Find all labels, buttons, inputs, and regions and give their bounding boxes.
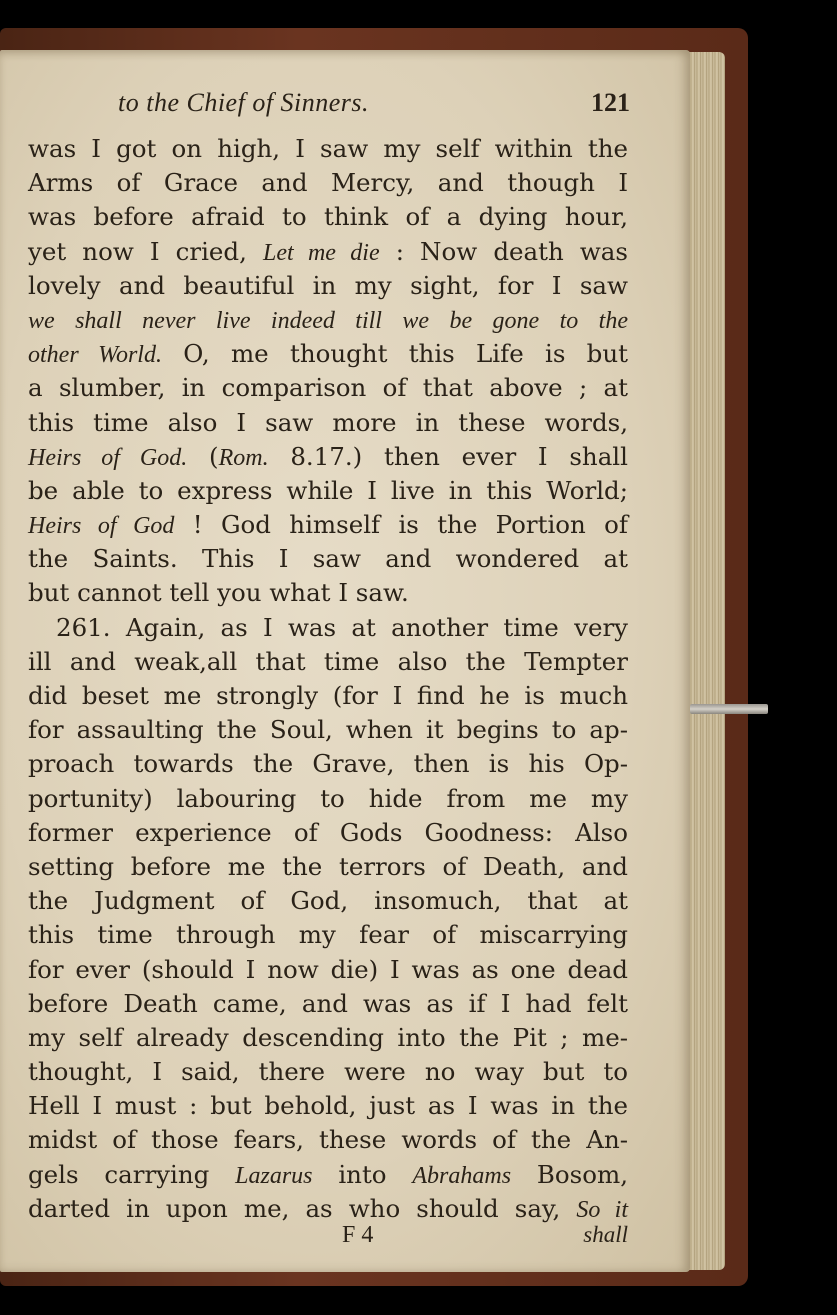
text-run: ( xyxy=(187,441,219,471)
text-run: proach towards the Grave, then is his Op- xyxy=(28,749,628,779)
text-run: into xyxy=(312,1159,413,1189)
text-run: for assaulting the Soul, when it begins to ap- xyxy=(28,715,628,745)
text-run: this time through my fear of miscarrying xyxy=(28,920,628,950)
text-line xyxy=(28,1089,628,1123)
text-run: the Judgment of God, insomuch, that at xyxy=(28,886,628,916)
text-run: gels carrying xyxy=(28,1159,236,1189)
text-run: portunity) labouring to hide from me my xyxy=(28,783,628,813)
text-line xyxy=(28,816,628,850)
text-line xyxy=(28,1021,628,1055)
text-run: before Death came, and was as if I had felt xyxy=(28,988,628,1018)
text-line xyxy=(28,406,628,440)
text-line xyxy=(28,645,628,679)
text-run: thought, I said, there were no way but to xyxy=(28,1057,628,1087)
text-line xyxy=(28,953,628,987)
text-line xyxy=(28,611,628,645)
text-line xyxy=(28,132,628,166)
text-run: 261. Again, as I was at another time very xyxy=(56,612,628,642)
text-line xyxy=(28,576,628,610)
text-run: ! God himself is the Portion of xyxy=(174,510,628,540)
text-line xyxy=(28,987,628,1021)
body-text xyxy=(28,132,628,1226)
text-line xyxy=(28,542,628,576)
text-line xyxy=(28,1158,628,1192)
text-run: : Now death was xyxy=(379,236,628,266)
text-line xyxy=(28,1123,628,1157)
text-run: ill and weak,all that time also the Tempter xyxy=(28,646,628,676)
text-run: midst of those fears, these words of the An- xyxy=(28,1125,628,1155)
text-run: Hell I must : but behold, just as I was in the xyxy=(28,1091,628,1121)
italic-run: other World. xyxy=(28,342,162,369)
running-head xyxy=(110,88,630,128)
text-run: my self already descending into the Pit ; me- xyxy=(28,1022,628,1052)
text-line xyxy=(28,747,628,781)
text-line xyxy=(28,679,628,713)
page-number: 121 xyxy=(591,88,630,117)
text-line xyxy=(28,918,628,952)
italic-run: Abrahams xyxy=(412,1162,512,1189)
text-run: was before afraid to think of a dying hour, xyxy=(28,202,628,232)
italic-run: Rom. xyxy=(218,444,269,471)
text-run: Bosom, xyxy=(511,1159,628,1189)
italic-run: Heirs of God. xyxy=(28,444,188,471)
text-line xyxy=(28,474,628,508)
text-run: 8.17.) then ever I shall xyxy=(268,441,628,471)
text-run: setting before me the terrors of Death, and xyxy=(28,851,628,881)
text-run: Arms of Grace and Mercy, and though I xyxy=(28,168,628,198)
text-run: darted in upon me, as who should say, xyxy=(28,1193,577,1223)
text-run: this time also I saw more in these words, xyxy=(28,407,628,437)
text-line xyxy=(28,200,628,234)
text-line xyxy=(28,303,628,337)
text-run: but cannot tell you what I saw. xyxy=(28,578,409,608)
text-run: O, me thought this Life is but xyxy=(161,339,628,369)
italic-run: Let me die xyxy=(263,239,380,266)
text-line xyxy=(28,1192,628,1226)
text-line xyxy=(28,884,628,918)
italic-run: Lazarus xyxy=(235,1162,313,1189)
text-run: was I got on high, I saw my self within the xyxy=(28,134,628,163)
ribbon-bookmark xyxy=(690,704,768,714)
text-line xyxy=(28,269,628,303)
running-title: to the Chief of Sinners. xyxy=(118,88,370,117)
italic-run: So it xyxy=(576,1196,628,1223)
text-line xyxy=(28,337,628,371)
text-line xyxy=(28,713,628,747)
text-run: be able to express while I live in this World; xyxy=(28,475,628,505)
text-run: for ever (should I now die) I was as one dead xyxy=(28,954,628,984)
text-line xyxy=(28,508,628,542)
signature-mark: F 4 xyxy=(342,1222,374,1248)
text-run: the Saints. This I saw and wondered at xyxy=(28,544,628,574)
text-line xyxy=(28,371,628,405)
italic-run: Heirs of God xyxy=(28,513,175,540)
catchword: shall xyxy=(583,1222,628,1247)
text-run: a slumber, in comparison of that above ; at xyxy=(28,373,628,403)
text-line xyxy=(28,1055,628,1089)
text-run: lovely and beautiful in my sight, for I saw xyxy=(28,270,628,300)
text-run: yet now I cried, xyxy=(28,236,263,266)
text-line xyxy=(28,440,628,474)
italic-run: we shall never live indeed till we be gone to the xyxy=(28,307,628,334)
page-footer xyxy=(28,1222,628,1256)
text-line xyxy=(28,166,628,200)
text-run: former experience of Gods Goodness: Also xyxy=(28,817,628,847)
text-line xyxy=(28,782,628,816)
book-page xyxy=(0,50,690,1272)
text-run: did beset me strongly (for I find he is much xyxy=(28,681,628,710)
text-line xyxy=(28,235,628,269)
text-line xyxy=(28,850,628,884)
